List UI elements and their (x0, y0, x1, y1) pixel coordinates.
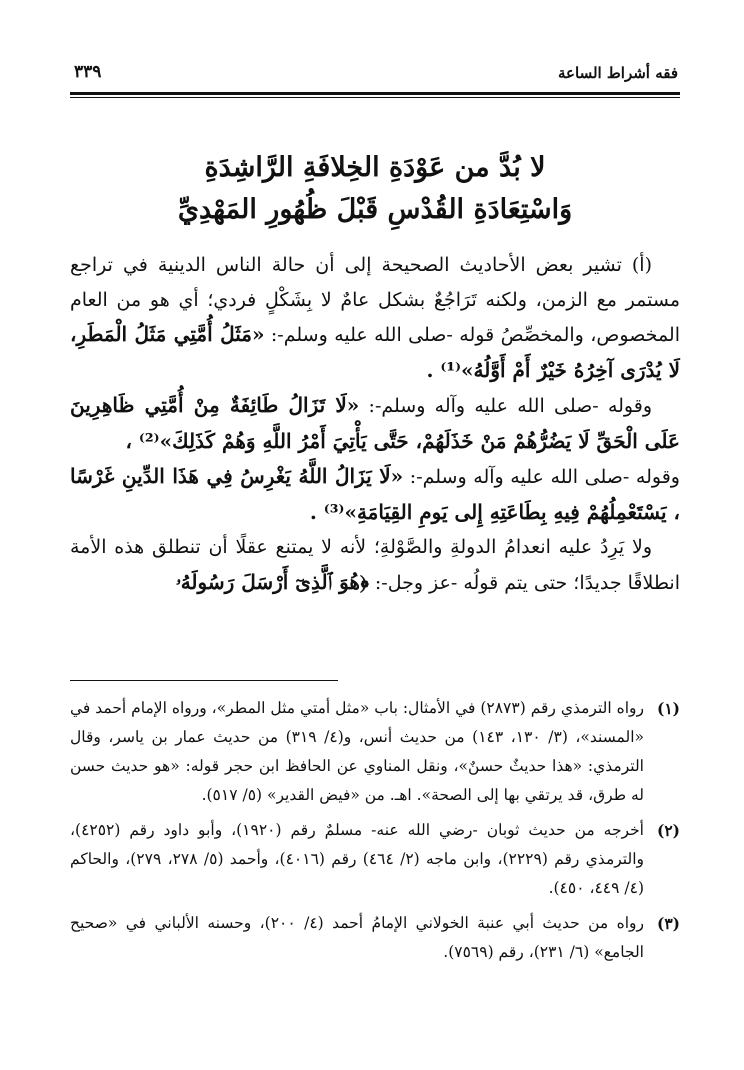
quran-verse: ﴿هُوَ ٱلَّذِىٓ أَرْسَلَ رَسُولَهُۥ (175, 569, 369, 594)
footnote-2-text: أخرجه من حديث ثوبان -رضي الله عنه- مسلمٌ رقم (١٩٢٠)، وأبو داود رقم (٤٢٥٢)، والترمذي رقم (٢٢٢٩)، وابن ماجه (٢/ ٤٦٤) رقم (٤٠١٦)، وأحمد (٥/ ٢٧٨، ٢٧٩)، والحاكم (٤/ ٤٤٩، ٤٥٠). (70, 821, 644, 897)
hadith-2: «لَا تَزَالُ طَائِفَةٌ مِنْ أُمَّتِي ظَاهِرِينَ عَلَى الْحَقِّ لَا يَضُرُّهُمْ مَنْ خَذَلَهُمْ، حَتَّى يَأْتِيَ أَمْرُ اللَّهِ وَهُمْ كَذَلِكَ»⁽²⁾ ، (70, 393, 680, 453)
footnote-3 (70, 909, 680, 967)
footnotes (70, 694, 680, 973)
body-text (70, 248, 680, 600)
header-rule (70, 92, 680, 95)
header-rule-thin (70, 97, 680, 98)
paragraph-3-intro: وقوله -صلى الله عليه وآله وسلم-: (403, 466, 680, 488)
chapter-heading-line-2: وَاسْتِعَادَةِ القُدْسِ قَبْلَ ظُهُورِ المَهْدِيِّ (177, 194, 573, 225)
footnote-separator (70, 680, 338, 681)
footnote-2 (70, 816, 680, 903)
paragraph-4-text: ولا يَرِدُ عليه انعدامُ الدولةِ والصَّوْلةِ؛ لأنه لا يمتنع عقلًا أن تنطلق هذه الأمة انطلاقًا جديدًا؛ حتى يتم قولُه -عز وجل-: (70, 536, 680, 594)
hadith-1: «مَثَلُ أُمَّتِي مَثَلُ الْمَطَرِ، لَا يُدْرَى آخِرُهُ خَيْرٌ أَمْ أَوَّلُهُ»⁽¹⁾ . (70, 322, 680, 382)
paragraph-1 (70, 248, 680, 388)
footnote-3-number: (٣) (656, 914, 680, 933)
paragraph-3 (70, 459, 680, 530)
running-header-title: فقه أشراط الساعة (558, 64, 678, 82)
paragraph-2 (70, 388, 680, 459)
hadith-3: «لَا يَزَالُ اللَّهُ يَغْرِسُ فِي هَذَا الدِّينِ غَرْسًا ، يَسْتَعْمِلُهُمْ فِيهِ بِطَاعَتِهِ إِلى يَومِ القِيَامَةِ»⁽³⁾ . (70, 464, 680, 524)
paragraph-2-intro: وقوله -صلى الله عليه وآله وسلم-: (359, 395, 653, 417)
footnote-1-number: (١) (656, 699, 680, 718)
footnote-2-number: (٢) (656, 821, 680, 840)
page-number: ٣٣٩ (74, 62, 102, 82)
chapter-heading-line-1: لا بُدَّ من عَوْدَةِ الخِلافَةِ الرَّاشِدَةِ (204, 152, 546, 183)
footnote-1-text: رواه الترمذي رقم (٢٨٧٣) في الأمثال: باب «مثل أمتي مثل المطر»، ورواه الإمام أحمد في «المسند»، (٣/ ١٣٠، ١٤٣) من حديث أنس، و(٤/ ٣١٩) من حديث عمار بن ياسر، وقال الترمذي: «هذا حديثٌ حسنٌ»، ونقل المناوي عن الحافظ ابن حجر قوله: «هو حديث حسن له طرق، قد يرتقي بها إلى الصحة». اهـ. من «فيض القدير» (٥/ ٥١٧). (70, 699, 644, 804)
paragraph-4 (70, 530, 680, 600)
footnote-3-text: رواه من حديث أبي عنبة الخولاني الإمامُ أحمد (٤/ ٢٠٠)، وحسنه الألباني في «صحيح الجامع» (٦/ ٢٣١)، رقم (٧٥٦٩). (70, 914, 644, 961)
paragraph-1-text: (أ) تشير بعض الأحاديث الصحيحة إلى أن حالة الناس الدينية في تراجع مستمر مع الزمن، ولكنه تَرَاجُعٌ بشكل عامٌ لا بِشَكْلٍ فردي؛ أي هو من العام المخصوص، والمخصِّصُ قوله -صلى الله عليه وسلم-: (70, 254, 680, 346)
footnote-1 (70, 694, 680, 810)
